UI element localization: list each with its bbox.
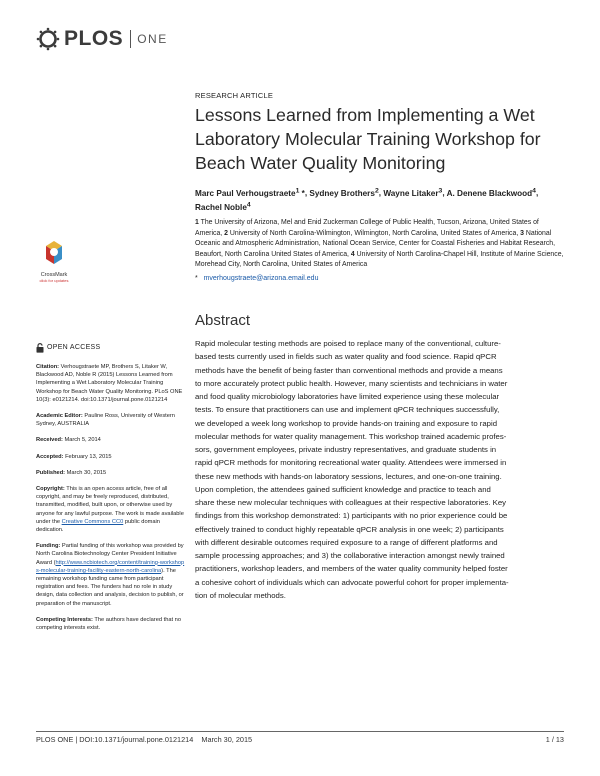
abstract-heading: Abstract <box>195 312 251 329</box>
accepted-date: Accepted: February 13, 2015 <box>36 453 112 460</box>
academic-editor: Academic Editor: Pauline Ross, University of Western Sydney, AUSTRALIA <box>36 413 175 428</box>
page-number: 1 / 13 <box>545 735 564 744</box>
footer-divider <box>36 731 564 732</box>
copyright: Copyright: This is an open access article, free of all copyright, and may be freely reproduced, distributed, transmitted, modified, built upon, or otherwise used by anyone for any lawful purpose. The work is made available under the Creative Commons CC0 public domain dedication. <box>36 486 184 534</box>
published-date: Published: March 30, 2015 <box>36 469 107 476</box>
open-access-badge: OPEN ACCESS <box>36 343 186 353</box>
footer-citation: PLOS ONE | DOI:10.1371/journal.pone.0121214 March 30, 2015 <box>36 735 253 744</box>
author[interactable]: Rachel Noble$^4$ <box>195 201 251 212</box>
author[interactable]: Wayne Litaker$^3$ <box>383 187 443 198</box>
citation: Citation: Verhougstraete MP, Brothers S, Litaker W, Blackwood AD, Noble R (2015) Lessons Learned from Implementing a Wet Laboratory Molecular Training Workshop for Beach Water Quality Monitoring. PLoS ONE 10(3): e0121214. doi:10.1371/journal.pone.0121214 <box>36 364 183 403</box>
author[interactable]: Sydney Brothers$^2$ <box>309 187 379 198</box>
article-title: Lessons Learned from Implementing a Wet Laboratory Molecular Training Workshop for Beach Water Quality Monitoring <box>195 105 541 173</box>
logo-divider <box>130 30 131 48</box>
abstract-text: Rapid molecular testing methods are poised to replace many of the conventional, culture- based tests currently used in fields such as water quality and food science. Rapid qPCR methods have the benefit of being faster than conventional methods and provide a means to more accurately protect public health. However, many scientists and technicians in water and food quality microbiology laboratories have limited experience using these molecular tests. To ensure that practitioners can use and implement qPCR techniques successfully, we developed a week long workshop to provide hands-on training and exposure to rapid molecular methods for water quality management. This workshop trained academic profes- sors, government employees, private industry representatives, and graduate students in rapid qPCR methods for monitoring recreational water quality. Attendees were immersed in these new methods with hands-on laboratory sessions, lectures, and one-on-one training. Upon completion, the attendees gained sufficient knowledge and practice to teach and share these new molecular techniques with colleagues at their respective laboratories. Key findings from this workshop demonstrated: 1) participants with no prior experience could be effectively trained to conduct highly repeatable qPCR analysis in one week; 2) participants with different desirable outcomes required exposure to a range of different platforms and sample processing approaches; and 3) the collaborative interaction amongst newly trained practitioners, workshop leaders, and members of the water quality community helped foster a cohesive cohort of individuals which can advocate powerful cohort for proper implementa- tion of molecular methods. <box>195 339 509 600</box>
article-type: RESEARCH ARTICLE <box>195 91 274 100</box>
journal-logo[interactable] <box>36 26 168 52</box>
author-list: Marc Paul Verhougstraete$^1$ *, Sydney Brothers$^2$, Wayne Litaker$^3$, A. Denene Blackwood$^4$, Rachel Noble$^4$ <box>195 187 539 212</box>
open-lock-icon <box>36 343 44 353</box>
crossmark-badge[interactable] <box>36 240 72 283</box>
competing-interests: Competing Interests: The authors have declared that no competing interests exist. <box>36 616 182 632</box>
corresponding-email[interactable]: * mverhougstraete@arizona.email.edu <box>195 275 319 282</box>
plos-logo-icon <box>36 27 60 51</box>
journal-name: ONE <box>137 32 168 46</box>
author[interactable]: Marc Paul Verhougstraete$^1$ * <box>195 187 305 198</box>
author[interactable]: A. Denene Blackwood$^4$ <box>446 187 536 198</box>
cc0-link[interactable]: Creative Commons CC0 <box>61 518 124 525</box>
crossmark-icon <box>43 240 65 266</box>
crossmark-sub: click for updates <box>39 278 69 283</box>
funding: Funding: Partial funding of this workshop was provided by North Carolina Biotechnology Center President Initiative Award (http://www.ncbiotech.org/content/training-workshops-molecular-training-facility-eastern-north-carolina). The remaining workshop funding came from participant registration and fees. The funders had no role in study design, data collection and analysis, decision to publish, or preparation of the manuscript. <box>36 543 185 607</box>
brand-name: PLOS <box>64 27 124 50</box>
crossmark-label: CrossMark <box>40 272 68 278</box>
affiliations: 1 The University of Arizona, Mel and Enid Zuckerman College of Public Health, Tucson, Arizona, United States of America, 2 University of North Carolina-Wilmington, Wilmington, North Carolina, United States of America, 3 National Oceanic and Atmospheric Administration, National Ocean Service, Center for Coastal Fisheries and Habitat Research, Beaufort, North Carolina United States of America, 4 University of North Carolina-Chapel Hill, Institute of Marine Science, Morehead City, North Carolina, United States of America <box>195 219 564 268</box>
funding-link[interactable]: http://www.ncbiotech.org/content/training-workshops-molecular-training-facility-eastern-north-carolina <box>36 559 185 574</box>
article-sidebar <box>36 343 186 640</box>
received-date: Received: March 5, 2014 <box>36 437 101 444</box>
